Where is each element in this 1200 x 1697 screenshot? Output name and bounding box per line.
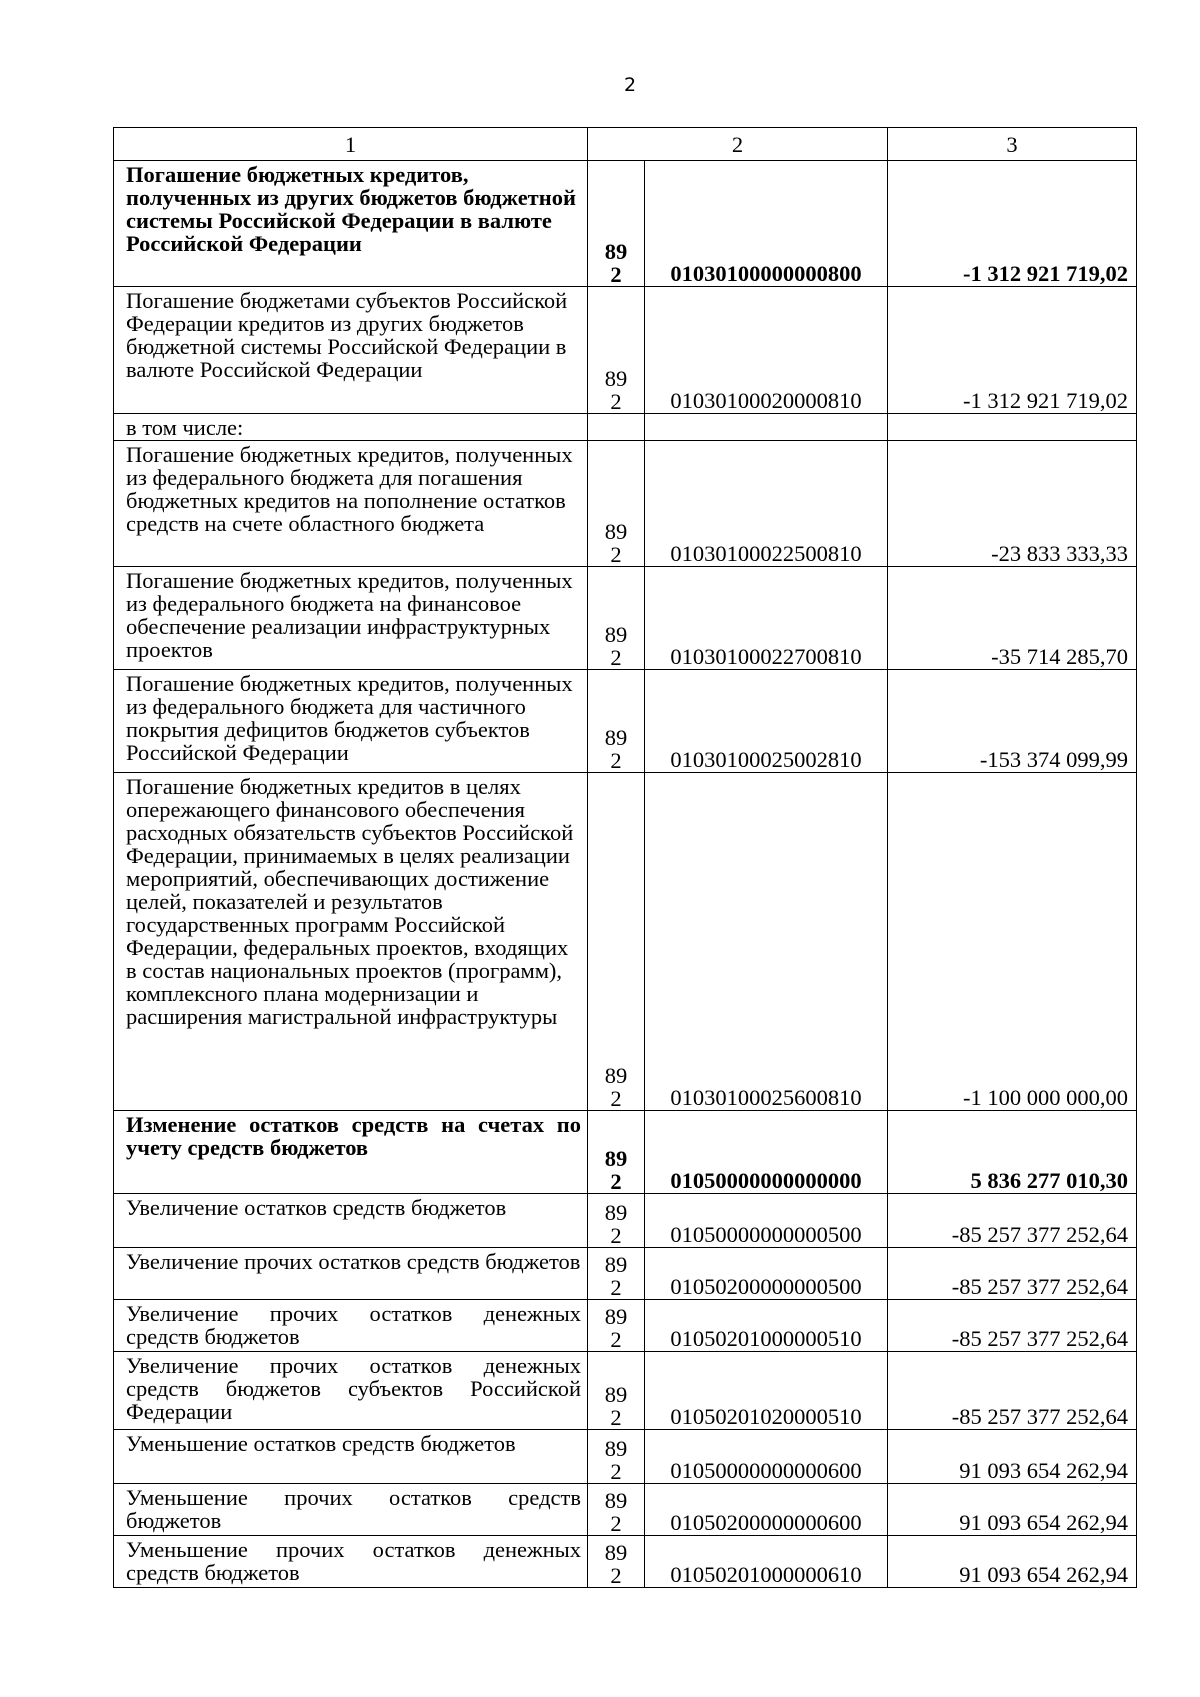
row-name: Погашение бюджетных кредитов, полученных из федерального бюджета на финансовое обеспечение реализации инфраструктурных проектов — [114, 567, 588, 670]
row-name: Уменьшение остатков средств бюджетов — [114, 1430, 588, 1484]
row-name: Изменение остатков средств на счетах по учету средств бюджетов — [114, 1111, 588, 1194]
row-sum: -23 833 333,33 — [888, 441, 1137, 567]
row-admin-code — [588, 414, 645, 441]
page-number: 2 — [623, 74, 637, 96]
row-code: 01050201000000610 — [645, 1536, 888, 1588]
row-admin-code: 89 2 — [588, 441, 645, 567]
table-row — [114, 287, 1137, 414]
table-row — [114, 670, 1137, 773]
row-admin-code: 89 2 — [588, 1248, 645, 1300]
row-admin-code: 89 2 — [588, 1536, 645, 1588]
table-row — [114, 161, 1137, 287]
row-code: 01050200000000600 — [645, 1484, 888, 1536]
table-row — [114, 773, 1137, 1111]
row-code: 01030100025600810 — [645, 773, 888, 1111]
table-row — [114, 414, 1137, 441]
row-code: 01030100022700810 — [645, 567, 888, 670]
row-admin-code: 89 2 — [588, 287, 645, 414]
row-admin-code: 89 2 — [588, 161, 645, 287]
row-name: в том числе: — [114, 414, 588, 441]
row-sum: -85 257 377 252,64 — [888, 1194, 1137, 1248]
row-name: Погашение бюджетных кредитов, полученных из федерального бюджета для частичного покрытия дефицитов бюджетов субъектов Российской Федерации — [114, 670, 588, 773]
row-code: 01050201020000510 — [645, 1352, 888, 1430]
row-admin-code: 89 2 — [588, 1111, 645, 1194]
row-sum: 5 836 277 010,30 — [888, 1111, 1137, 1194]
row-admin-code: 89 2 — [588, 1430, 645, 1484]
row-name: Погашение бюджетных кредитов в целях опережающего финансового обеспечения расходных обязательств субъектов Российской Федерации, принимаемых в целях реализации мероприятий, обеспечивающих достижение целей, показателей и результатов государственных программ Российской Федерации, федеральных проектов, входящих в состав национальных проектов (программ), комплексного плана модернизации и расширения магистральной инфраструктуры — [114, 773, 588, 1111]
row-name: Увеличение прочих остатков денежных средств бюджетов — [114, 1300, 588, 1352]
column-header-1: 1 — [114, 128, 588, 161]
row-code: 01050201000000510 — [645, 1300, 888, 1352]
row-code: 01050000000000600 — [645, 1430, 888, 1484]
table-row — [114, 441, 1137, 567]
row-sum: -1 312 921 719,02 — [888, 161, 1137, 287]
row-sum: 91 093 654 262,94 — [888, 1430, 1137, 1484]
row-code: 01050000000000000 — [645, 1111, 888, 1194]
table-row — [114, 1430, 1137, 1484]
row-sum: -1 312 921 719,02 — [888, 287, 1137, 414]
row-admin-code: 89 2 — [588, 773, 645, 1111]
row-admin-code: 89 2 — [588, 1300, 645, 1352]
row-code: 01050200000000500 — [645, 1248, 888, 1300]
row-code — [645, 414, 888, 441]
table-header-row — [114, 128, 1137, 161]
row-admin-code: 89 2 — [588, 1194, 645, 1248]
row-code: 01030100020000810 — [645, 287, 888, 414]
row-sum: 91 093 654 262,94 — [888, 1536, 1137, 1588]
table-row — [114, 567, 1137, 670]
table-row — [114, 1248, 1137, 1300]
row-admin-code: 89 2 — [588, 1352, 645, 1430]
column-header-3: 3 — [888, 128, 1137, 161]
row-sum — [888, 414, 1137, 441]
row-admin-code: 89 2 — [588, 567, 645, 670]
row-name: Погашение бюджетных кредитов, полученных из других бюджетов бюджетной системы Российской Федерации в валюте Российской Федерации — [114, 161, 588, 287]
row-name: Погашение бюджетных кредитов, полученных из федерального бюджета для погашения бюджетных кредитов на пополнение остатков средств на счете областного бюджета — [114, 441, 588, 567]
row-code: 01030100022500810 — [645, 441, 888, 567]
table-row — [114, 1484, 1137, 1536]
row-name: Увеличение прочих остатков средств бюджетов — [114, 1248, 588, 1300]
table-row — [114, 1194, 1137, 1248]
row-sum: 91 093 654 262,94 — [888, 1484, 1137, 1536]
row-code: 01030100025002810 — [645, 670, 888, 773]
table-row — [114, 1111, 1137, 1194]
table-row — [114, 1352, 1137, 1430]
row-code: 01030100000000800 — [645, 161, 888, 287]
row-sum: -85 257 377 252,64 — [888, 1352, 1137, 1430]
row-name: Увеличение прочих остатков денежных средств бюджетов субъектов Российской Федерации — [114, 1352, 588, 1430]
row-name: Уменьшение прочих остатков средств бюджетов — [114, 1484, 588, 1536]
row-sum: -1 100 000 000,00 — [888, 773, 1137, 1111]
row-name: Увеличение остатков средств бюджетов — [114, 1194, 588, 1248]
row-admin-code: 89 2 — [588, 1484, 645, 1536]
table-row — [114, 1300, 1137, 1352]
row-admin-code: 89 2 — [588, 670, 645, 773]
row-code: 01050000000000500 — [645, 1194, 888, 1248]
table-row — [114, 1536, 1137, 1588]
budget-sources-table — [113, 127, 1137, 1588]
row-sum: -35 714 285,70 — [888, 567, 1137, 670]
column-header-2: 2 — [588, 128, 888, 161]
row-name: Уменьшение прочих остатков денежных средств бюджетов — [114, 1536, 588, 1588]
row-name: Погашение бюджетами субъектов Российской Федерации кредитов из других бюджетов бюджетной системы Российской Федерации в валюте Российской Федерации — [114, 287, 588, 414]
row-sum: -85 257 377 252,64 — [888, 1300, 1137, 1352]
row-sum: -153 374 099,99 — [888, 670, 1137, 773]
row-sum: -85 257 377 252,64 — [888, 1248, 1137, 1300]
